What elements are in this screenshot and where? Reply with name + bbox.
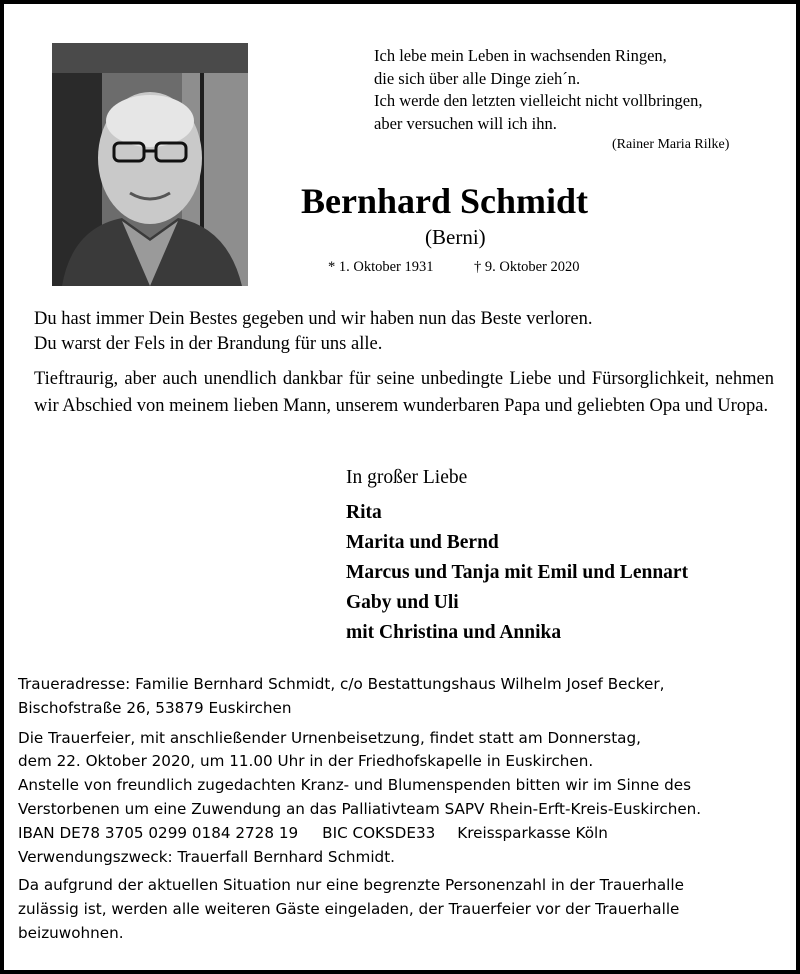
donation-line: Anstelle von freundlich zugedachten Kranz- und Blumenspenden bitten wir im Sinne des [18,776,691,795]
bic: BIC COKSDE33 [322,823,436,842]
family-member: Marcus und Tanja mit Emil und Lennart [346,562,689,583]
intro-line: Du hast immer Dein Bestes gegeben und wir haben nun das Beste verloren. [34,309,593,329]
intro-text [34,307,592,357]
deceased-nickname: (Berni) [425,225,486,249]
donation-line: Verstorbenen um eine Zuwendung an das Palliativteam SAPV Rhein-Erft-Kreis-Euskirchen. [18,799,702,818]
notice-line: zulässig ist, werden alle weiteren Gäste eingeladen, der Trauerfeier vor der Trauerhalle [18,900,680,919]
notice-line: Da aufgrund der aktuellen Situation nur eine begrenzte Personenzahl in der Trauerhalle [18,876,684,895]
info-block [18,673,701,946]
family-member: Marita und Bernd [346,532,499,553]
bank-name: Kreissparkasse Köln [457,823,608,842]
ceremony-line: Die Trauerfeier, mit anschließender Urnenbeisetzung, findet statt am Donnerstag, [18,728,641,747]
poem-line: aber versuchen will ich ihn. [374,113,557,133]
ceremony-line: dem 22. Oktober 2020, um 11.00 Uhr in der Friedhofskapelle in Euskirchen. [18,752,594,771]
poem-author: (Rainer Maria Rilke) [612,137,730,152]
bank-details [18,822,701,846]
family-member: mit Christina und Annika [346,622,562,643]
payment-purpose: Verwendungszweck: Trauerfall Bernhard Schmidt. [18,847,395,866]
family-list [346,498,688,648]
family-member: Gaby und Uli [346,592,459,613]
poem-line: die sich über alle Dinge zieh´n. [374,68,581,88]
deceased-name: Bernhard Schmidt [301,181,589,221]
poem-line: Ich werde den letzten vielleicht nicht vollbringen, [374,91,703,110]
death-date: † 9. Oktober 2020 [474,259,580,275]
poem-line: Ich lebe mein Leben in wachsenden Ringen, [374,46,667,65]
portrait-photo [52,43,248,286]
poem [374,45,703,135]
address-line: Traueradresse: Familie Bernhard Schmidt, c/o Bestattungshaus Wilhelm Josef Becker, [18,675,665,693]
birth-date: * 1. Oktober 1931 [328,259,434,275]
intro-line: Du warst der Fels in der Brandung für uns alle. [34,334,383,354]
iban: IBAN DE78 3705 0299 0184 2728 19 [18,823,299,842]
notice-line: beizuwohnen. [18,923,124,942]
love-line: In großer Liebe [346,467,468,488]
farewell-paragraph: Tieftraurig, aber auch unendlich dankbar für seine unbedingte Liebe und Fürsorglichkeit, nehmen wir Abschied von meinem lieben Mann, unserem wunderbaren Papa und geliebten Opa und Uropa. [34,369,774,416]
address-line: Bischofstraße 26, 53879 Euskirchen [18,698,292,717]
family-member: Rita [346,502,382,523]
